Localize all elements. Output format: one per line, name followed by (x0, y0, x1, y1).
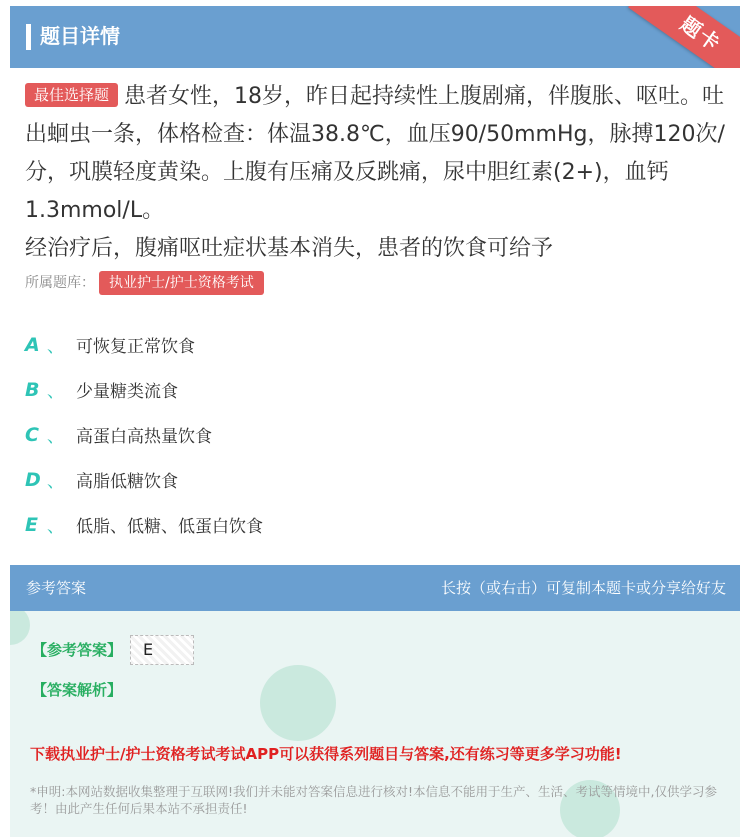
option-text: 低脂、低糖、低蛋白饮食 (76, 517, 263, 537)
question-bank-label: 所属题库： (25, 275, 95, 291)
watermark-circle (10, 605, 30, 645)
option-separator: 、 (47, 382, 64, 402)
answer-header-title: 参考答案 (26, 579, 87, 597)
option-c[interactable] (25, 412, 725, 457)
option-separator: 、 (47, 427, 64, 447)
reference-answer-value: E (130, 635, 194, 665)
share-hint: 长按（或右击）可复制本题卡或分享给好友 (440, 579, 726, 597)
option-letter: A (25, 333, 40, 356)
option-separator: 、 (47, 337, 64, 357)
option-d[interactable] (25, 457, 725, 502)
question-stem (25, 78, 730, 268)
option-letter: D (25, 468, 41, 491)
option-e[interactable] (25, 502, 725, 547)
question-text: 患者女性，18岁，昨日起持续性上腹剧痛，伴腹胀、呕吐。吐出蛔虫一条，体格检查：体温38.8℃，血压90/50mmHg，脉搏120次/分，巩膜轻度黄染。上腹有压痛及反跳痛，尿中胆红素(2+)，血钙1.3mmol/L。 (25, 84, 725, 223)
option-text: 高脂低糖饮食 (76, 472, 178, 492)
reference-answer-label: 【参考答案】 (32, 641, 123, 659)
header-accent-bar (26, 24, 31, 50)
question-type-badge: 最佳选择题 (25, 83, 118, 107)
option-text: 少量糖类流食 (76, 382, 178, 402)
question-card-ribbon[interactable]: 题卡 (628, 6, 740, 68)
option-b[interactable] (25, 367, 725, 412)
answer-options (25, 322, 725, 547)
question-prompt: 经治疗后，腹痛呕吐症状基本消失，患者的饮食可给予 (25, 236, 554, 261)
app-download-promo[interactable]: 下载执业护士/护士资格考试考试APP可以获得系列题目与答案,还有练习等更多学习功能! (30, 745, 622, 763)
option-letter: B (25, 378, 40, 401)
page-header (10, 6, 740, 68)
answer-header (10, 565, 740, 611)
option-separator: 、 (47, 472, 64, 492)
option-text: 高蛋白高热量饮食 (76, 427, 212, 447)
question-bank-tag[interactable]: 执业护士/护士资格考试 (99, 271, 264, 295)
question-bank-row (25, 271, 264, 295)
option-a[interactable] (25, 322, 725, 367)
option-letter: C (25, 423, 39, 446)
option-letter: E (25, 513, 38, 536)
answer-analysis-label: 【答案解析】 (32, 681, 123, 699)
option-text: 可恢复正常饮食 (76, 337, 195, 357)
answer-panel (10, 565, 740, 837)
disclaimer-text: *申明:本网站数据收集整理于互联网!我们并未能对答案信息进行核对!本信息不能用于生产、生活、考试等情境中,仅供学习参考！由此产生任何后果本站不承担责任! (30, 784, 717, 816)
option-separator: 、 (47, 517, 64, 537)
page-title: 题目详情 (40, 24, 120, 48)
watermark-circle (260, 665, 336, 741)
